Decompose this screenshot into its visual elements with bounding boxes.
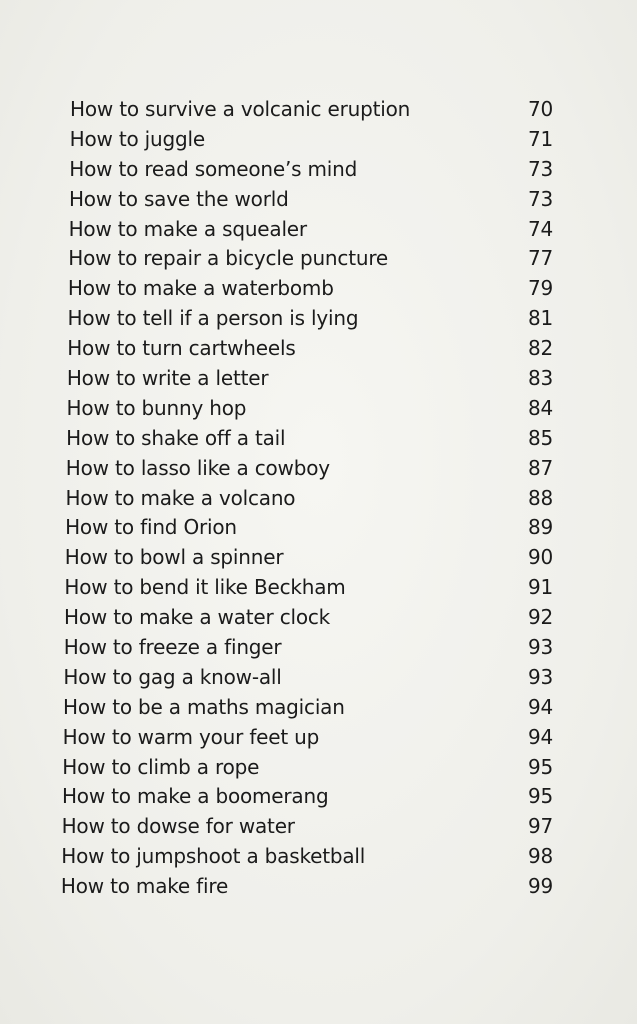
toc-entry	[67, 334, 555, 364]
toc-entry	[65, 484, 555, 514]
toc-entry	[64, 633, 555, 663]
toc-entry	[65, 513, 555, 543]
toc-entry	[68, 244, 555, 274]
toc-entry-title: How to warm your feet up	[62, 724, 320, 749]
toc-entry-page-number: 74	[527, 216, 553, 241]
toc-entry	[69, 215, 555, 245]
toc-entry	[63, 693, 555, 723]
toc-entry-title: How to make fire	[60, 874, 229, 899]
toc-entry	[61, 842, 555, 872]
toc-entry	[70, 95, 555, 125]
toc-entry-page-number: 73	[527, 156, 553, 181]
toc-entry-title: How to gag a know-all	[63, 664, 282, 689]
toc-entry-page-number: 90	[527, 545, 553, 570]
toc-entry-page-number: 70	[527, 97, 553, 121]
toc-entry-title: How to make a squealer	[68, 216, 307, 241]
toc-entry-page-number: 73	[527, 186, 553, 211]
toc-entry	[67, 394, 556, 424]
toc-entry-title: How to be a maths magician	[63, 694, 345, 719]
toc-entry	[64, 573, 555, 603]
toc-entry-title: How to write a letter	[66, 366, 269, 391]
toc-entry-page-number: 92	[527, 605, 553, 630]
toc-entry-title: How to lasso like a cowboy	[65, 455, 330, 480]
toc-entry	[63, 723, 555, 753]
table-of-contents	[60, 95, 555, 902]
toc-entry	[69, 155, 555, 185]
toc-entry-title: How to read someone’s mind	[69, 156, 358, 181]
toc-entry-page-number: 77	[527, 246, 553, 271]
toc-entry-page-number: 94	[527, 724, 553, 749]
toc-entry	[66, 454, 555, 484]
toc-entry-page-number: 71	[527, 126, 553, 151]
toc-entry-title: How to find Orion	[65, 515, 237, 540]
toc-entry-title: How to make a volcano	[65, 485, 296, 510]
toc-entry-title: How to dowse for water	[61, 814, 295, 839]
toc-entry-page-number: 81	[527, 306, 553, 331]
toc-entry-page-number: 89	[527, 515, 553, 540]
toc-entry-page-number: 95	[527, 754, 553, 779]
toc-entry-page-number: 85	[527, 425, 553, 450]
toc-entry-title: How to make a water clock	[64, 605, 331, 630]
toc-entry-page-number: 98	[527, 844, 553, 869]
toc-entry-page-number: 79	[527, 276, 553, 301]
toc-entry-title: How to juggle	[69, 126, 205, 151]
toc-entry-page-number: 93	[527, 664, 553, 689]
toc-entry-title: How to tell if a person is lying	[67, 306, 359, 331]
toc-entry-title: How to repair a bicycle puncture	[68, 246, 389, 271]
toc-entry	[64, 603, 555, 633]
toc-entry	[70, 125, 555, 155]
toc-entry-page-number: 84	[527, 395, 553, 420]
toc-entry	[62, 782, 555, 812]
toc-entry-page-number: 97	[527, 814, 553, 839]
toc-entry	[69, 185, 555, 215]
toc-entry	[61, 872, 555, 902]
toc-entry-title: How to shake off a tail	[66, 425, 286, 450]
toc-entry	[62, 812, 555, 842]
toc-entry	[62, 753, 555, 783]
toc-entry-page-number: 82	[527, 336, 553, 361]
toc-entry-page-number: 93	[527, 635, 553, 660]
toc-entry-title: How to freeze a finger	[63, 635, 282, 660]
toc-entry-page-number: 83	[527, 366, 553, 391]
toc-entry-page-number: 99	[527, 874, 553, 899]
toc-entry-title: How to bowl a spinner	[64, 545, 284, 570]
toc-entry-title: How to turn cartwheels	[67, 336, 296, 361]
toc-entry	[68, 274, 555, 304]
toc-entry	[68, 304, 555, 334]
toc-entry-page-number: 88	[527, 485, 553, 510]
toc-entry-title: How to make a boomerang	[61, 784, 329, 809]
toc-entry-page-number: 87	[527, 455, 553, 480]
toc-entry	[65, 543, 555, 573]
toc-entry-title: How to make a waterbomb	[67, 276, 334, 301]
toc-entry-title: How to bunny hop	[66, 395, 247, 420]
toc-entry	[63, 663, 555, 693]
toc-entry-title: How to survive a volcanic eruption	[70, 97, 411, 121]
toc-entry	[66, 424, 555, 454]
toc-entry-title: How to bend it like Beckham	[64, 575, 346, 600]
toc-entry-title: How to climb a rope	[62, 754, 260, 779]
toc-entry-page-number: 94	[527, 694, 553, 719]
toc-entry	[67, 364, 555, 394]
toc-entry-page-number: 91	[527, 575, 553, 600]
toc-entry-title: How to save the world	[68, 186, 289, 211]
toc-entry-title: How to jumpshoot a basketball	[61, 844, 366, 869]
toc-entry-page-number: 95	[527, 784, 553, 809]
